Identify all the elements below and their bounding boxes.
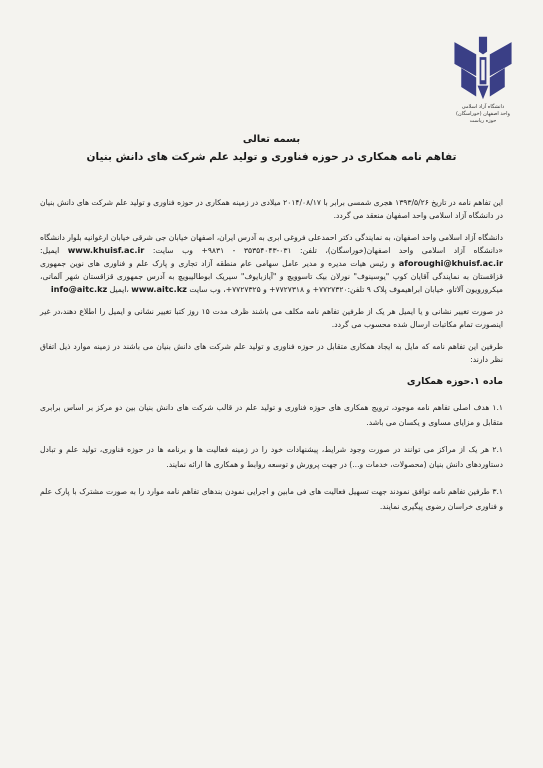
clause-item: ۲.۱ هر یک از مراکز می توانند در صورت وجود شرایط، پیشنهادات خود را در زمینه فعالیت ها و برنامه ها در حوزه فناوری، تولید علم و تبادل دستاوردهای دانش بنیان (محصولات، خدمات و...) در جهت پرورش و توسعه روابط و همکاری ها ارائه نمایند. xyxy=(40,445,503,469)
email-link-aitc[interactable]: info@aitc.kz xyxy=(50,284,108,294)
logo-caption-line: دانشگاه آزاد اسلامی xyxy=(461,104,505,110)
clause-item: ۳.۱ طرفین تفاهم نامه توافق نمودند جهت تسهیل فعالیت های فی مابین و اجرایی نمودن بندهای تفاهم نامه موارد را به صورت مشترک با پارک علم و فناوری خراسان رضوی پیگیری نمایند. xyxy=(40,487,503,511)
logo-caption-line: حوزه ریاست xyxy=(469,118,497,124)
university-emblem-icon xyxy=(449,34,517,102)
notice-paragraph: در صورت تغییر نشانی و یا ایمیل هر یک از طرفین تفاهم نامه مکلف می باشند ظرف مدت ۱۵ روز کتبا تغییر نشانی و ایمیل را اطلاع دهند،در غیر اینصورت تمام مکاتبات ارسال شده محسوب می گردد. xyxy=(40,307,503,329)
parties-text-1: دانشگاه آزاد اسلامی واحد اصفهان، به نمایندگی دکتر احمدعلی فروغی ابری به آدرس ایران، اصفهان خیابان جی شرقی خیابان ارغوانیه بلوار دانشگاه «دانشگاه آزاد اسلامی واحد اصفهان(خوراسگان)، تلفن: ۰۳۱-۳۵۳۵۴۰۴۳ - ۹۸۳۱+ وب سایت: xyxy=(40,233,503,255)
university-logo xyxy=(449,34,517,130)
purpose-paragraph: طرفین این تفاهم نامه که مایل به ایجاد همکاری متقابل در حوزه فناوری و تولید علم شرکت های دانش بنیان می باشند در زمینه موارد ذیل اتفاق نظر دارند: xyxy=(40,342,503,364)
document-title: تفاهم نامه همکاری در حوزه فناوری و تولید علم شرکت های دانش بنیان xyxy=(86,151,457,163)
logo-caption-line: واحد اصفهان (خوراسگان) xyxy=(456,111,510,117)
parties-text-2: و رئیس هیات مدیره و مدیر عامل سهامی عام منطقه آزاد تجاری و پارک علم و فناوری های نوین جمهوری قزاقستان به نمایندگی آقایان کوپ "یوسینوف" نورلان بیک تاسوویچ و "آیازبایوف" سیریک ابوطالیبویچ به آدرس جمهوری قزاقستان شهر آلماتی، میکرورویون آلاتاو، خیابان ابراهیموف پلاک ۹ تلفن:۷۷۲۷۳۲۰+ و ۷۷۲۷۳۱۸+ و ۷۷۲۷۳۲۵+، وب سایت xyxy=(40,259,503,294)
email-label: ،ایمیل xyxy=(109,285,129,294)
parties-paragraph xyxy=(40,231,503,296)
website-link-aitc[interactable]: www.aitc.kz xyxy=(131,284,187,294)
bismillah-heading: بسمه تعالی xyxy=(242,134,301,145)
intro-paragraph: این تفاهم نامه در تاریخ ۱۳۹۳/۵/۲۶ هجری شمسی برابر با ۲۰۱۴/۰۸/۱۷ میلادی در زمینه همکاری در حوزه فناوری و تولید علم شرکت های دانش بنیان در دانشگاه آزاد اسلامی واحد اصفهان منعقد می گردد. xyxy=(40,198,504,220)
document-body xyxy=(40,196,503,527)
section-heading: ماده ۱.حوزه همکاری xyxy=(406,376,503,387)
logo-caption xyxy=(449,104,517,125)
email-link-aforoughi[interactable]: aforoughi@khuisf.ac.ir xyxy=(398,258,503,268)
website-link-khuisf[interactable]: www.khuisf.ac.ir xyxy=(67,245,145,255)
email-label: ایمیل: xyxy=(40,246,60,255)
clause-item: ۱.۱ هدف اصلی تفاهم نامه موجود، ترویج همکاری های حوزه فناوری و تولید علم در قالب شرکت های دانش بنیان بین دو مرکز بر اساس برابری متقابل و مزایای مساوی و یکسان می باشد. xyxy=(40,403,503,427)
